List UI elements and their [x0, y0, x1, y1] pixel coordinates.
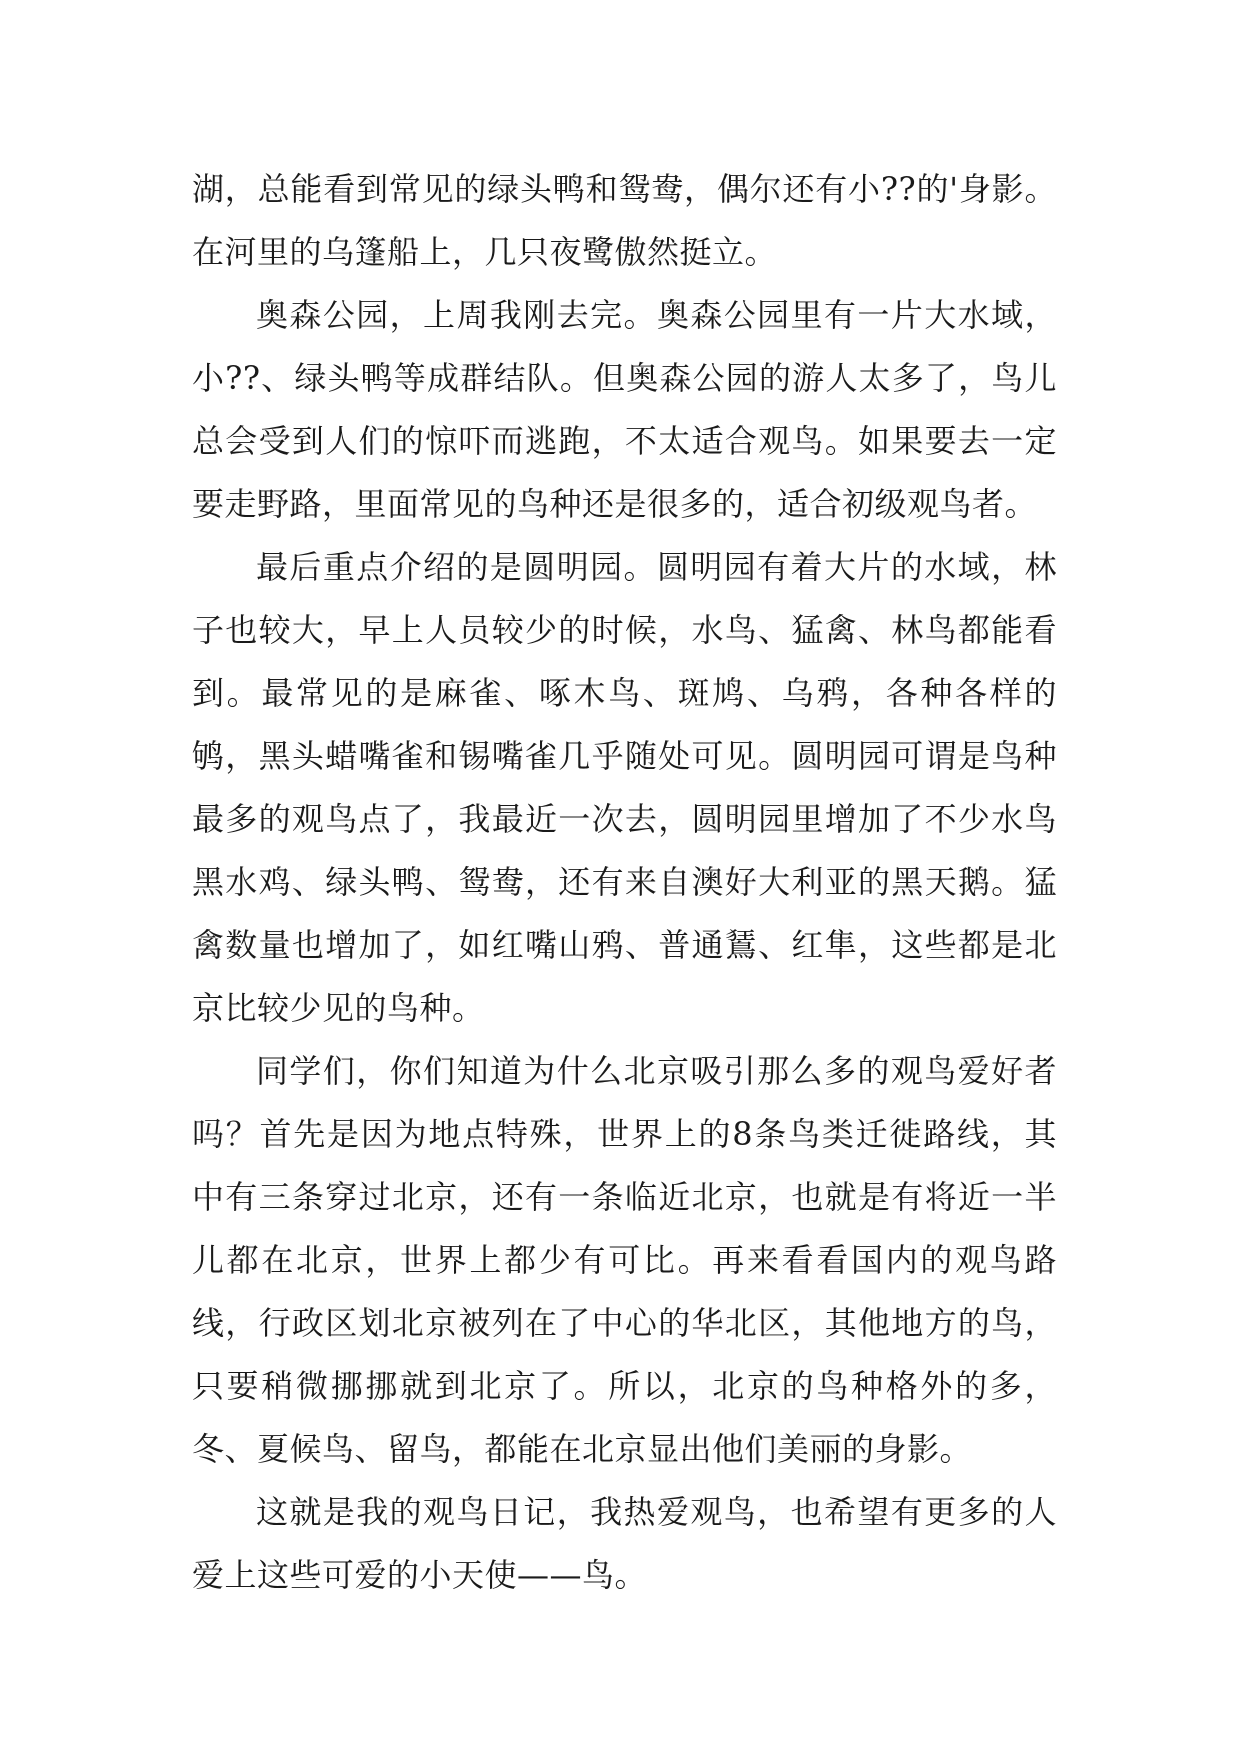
paragraph-4: 同学们，你们知道为什么北京吸引那么多的观鸟爱好者吗？首先是因为地点特殊，世界上的8条鸟类迁徙路线，其中有三条穿过北京，还有一条临近北京，也就是有将近一半儿都在北京，世界上都少有可比。再来看看国内的观鸟路线，行政区划北京被列在了中心的华北区，其他地方的鸟，只要稍微挪挪就到北京了。所以，北京的鸟种格外的多，冬、夏候鸟、留鸟，都能在北京显出他们美丽的身影。 [192, 1052, 1057, 1468]
paragraph-1: 湖，总能看到常见的绿头鸭和鸳鸯，偶尔还有小??的'身影。在河里的乌篷船上，几只夜鹭傲然挺立。 [192, 170, 1057, 271]
document-body [192, 158, 1057, 1607]
paragraph-3: 最后重点介绍的是圆明园。圆明园有着大片的水域，林子也较大，早上人员较少的时候，水鸟、猛禽、林鸟都能看到。最常见的是麻雀、啄木鸟、斑鸠、乌鸦，各种各样的鸲，黑头蜡嘴雀和锡嘴雀几乎随处可见。圆明园可谓是鸟种最多的观鸟点了，我最近一次去，圆明园里增加了不少水鸟黑水鸡、绿头鸭、鸳鸯，还有来自澳好大利亚的黑天鹅。猛禽数量也增加了，如红嘴山鸦、普通鵟、红隼，这些都是北京比较少见的鸟种。 [192, 548, 1057, 1027]
paragraph-2: 奥森公园，上周我刚去完。奥森公园里有一片大水域，小??、绿头鸭等成群结队。但奥森公园的游人太多了，鸟儿总会受到人们的惊吓而逃跑，不太适合观鸟。如果要去一定要走野路，里面常见的鸟种还是很多的，适合初级观鸟者。 [192, 296, 1057, 523]
paragraph-5: 这就是我的观鸟日记，我热爱观鸟，也希望有更多的人爱上这些可爱的小天使——鸟。 [192, 1493, 1057, 1594]
